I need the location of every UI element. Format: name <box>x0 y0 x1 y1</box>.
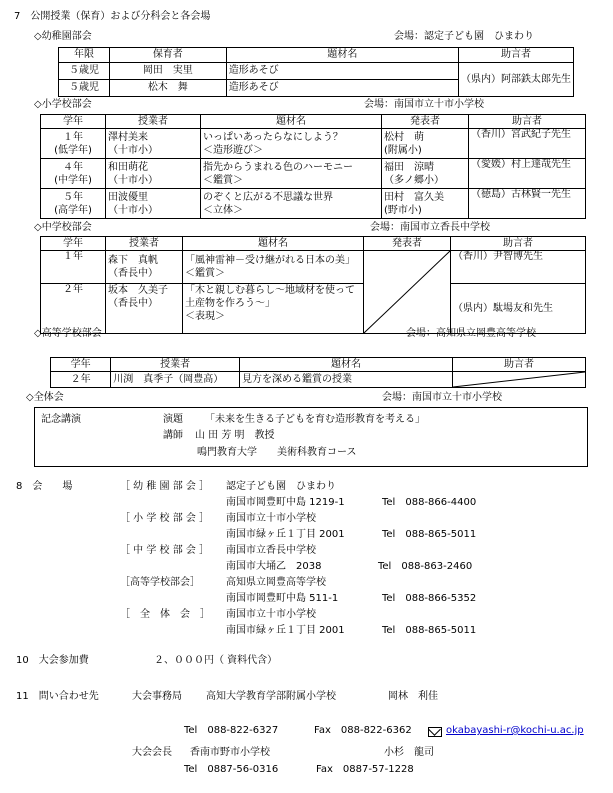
president-tel: Tel 0887-56-0316 <box>184 764 279 775</box>
venue-name: 高知県立岡豊高等学校 <box>226 577 326 588</box>
cell-advisor: （県内）駄場友和先生 <box>451 284 586 334</box>
table-header: 題材名 <box>183 237 364 251</box>
venue-tel: Tel 088-865-5011 <box>382 529 477 540</box>
cell-advisor-empty <box>453 372 586 388</box>
table-header: 授業者 <box>106 237 183 251</box>
cell-presenter-school: (野市小) <box>384 204 422 216</box>
cell-grade: ４年 <box>63 161 83 173</box>
venue-name: 南国市立十市小学校 <box>226 513 316 524</box>
table-row <box>51 372 586 388</box>
venue-label: ［ 全 体 会 ］ <box>120 609 210 620</box>
cell-advisor: （徳島）古林賢一先生 <box>469 189 586 219</box>
cell-topic: 「風神雷神－受け継がれる日本の美」 <box>185 255 355 267</box>
cell-teacher: 松木 舞 <box>109 80 226 97</box>
cell-topic: 「木と親しむ暮らし～地域材を使って <box>185 285 355 297</box>
venue-address: 南国市大埇乙 2038 <box>226 561 322 572</box>
mail-icon <box>428 727 442 737</box>
cell-grade: １年 <box>63 131 83 143</box>
cell-grade-band: (低学年) <box>54 144 92 156</box>
title-label: 演題 <box>163 414 183 425</box>
venue-name: 南国市立十市小学校 <box>226 609 316 620</box>
table-header: 年限 <box>59 48 110 63</box>
plenary-venue: 会場：南国市立十市小学校 <box>382 392 502 403</box>
cell-teacher: 坂本 久美子 <box>108 285 168 297</box>
cell-grade: ５年 <box>63 191 83 203</box>
kinder-table <box>58 47 574 97</box>
cell-advisor: （県内）阿部鉄太郎先生 <box>459 63 574 97</box>
cell-grade: ２年 <box>51 372 111 388</box>
speaker-affiliation: 鳴門教育大学 美術科教育コース <box>197 447 357 458</box>
cell-grade-band: (高学年) <box>54 204 92 216</box>
high-table <box>50 357 586 388</box>
president-name: 小杉 龍司 <box>384 747 434 758</box>
table-row <box>41 251 586 284</box>
office-tel: Tel 088-822-6327 <box>184 725 279 736</box>
cell-school: （十市小） <box>108 204 158 216</box>
high-label: ◇高等学校部会 <box>34 328 102 339</box>
section11-heading: 11 問い合わせ先 <box>16 691 99 702</box>
cell-presenter: 松村 萌 <box>384 131 424 143</box>
venue-name: 南国市立香長中学校 <box>226 545 316 556</box>
table-row <box>41 284 586 334</box>
high-venue: 会場：高知県立岡豊高等学校 <box>406 328 536 339</box>
junior-label: ◇中学校部会 <box>34 222 92 233</box>
cell-year: ５歳児 <box>59 80 110 97</box>
table-header: 授業者 <box>111 358 240 372</box>
cell-topic-type: ＜表現＞ <box>185 311 225 323</box>
lecture-label: 記念講演 <box>41 414 81 425</box>
cell-advisor: （愛媛）村上達哉先生 <box>469 159 586 189</box>
cell-teacher: 川渕 真季子（岡豊高） <box>111 372 240 388</box>
elementary-label: ◇小学校部会 <box>34 99 92 110</box>
section10-heading: 10 大会参加費 <box>16 655 89 666</box>
venue-tel: Tel 088-866-5352 <box>382 593 477 604</box>
cell-topic: いっぱいあったらなにしよう？ <box>203 131 343 143</box>
speaker-label: 講師 <box>163 430 183 441</box>
venue-address: 南国市緑ヶ丘１丁目 2001 <box>226 625 345 636</box>
kinder-venue: 会場：認定子ども園 ひまわり <box>394 31 534 42</box>
cell-topic-line2: 土産物を作ろう～」 <box>185 298 275 310</box>
elementary-table <box>40 114 586 219</box>
cell-topic: 造形あそび <box>226 63 458 80</box>
venue-label: ［ 小 学 校 部 会 ］ <box>120 513 210 524</box>
venue-tel: Tel 088-863-2460 <box>378 561 473 572</box>
cell-teacher: 澤村美来 <box>108 131 148 143</box>
table-header: 助言者 <box>451 237 586 251</box>
president-school: 香南市野市小学校 <box>190 747 270 758</box>
cell-presenter: 福田 涼晴 <box>384 161 434 173</box>
cell-presenter-school: （多ノ郷小） <box>384 174 444 186</box>
cell-topic-type: ＜鑑賞＞ <box>185 268 225 280</box>
cell-teacher: 岡田 実里 <box>109 63 226 80</box>
cell-grade: ２年 <box>41 284 106 334</box>
cell-grade: １年 <box>41 251 106 284</box>
office-name: 高知大学教育学部附属小学校 <box>206 691 336 702</box>
venue-tel: Tel 088-865-5011 <box>382 625 477 636</box>
venue-address: 南国市緑ヶ丘１丁目 2001 <box>226 529 345 540</box>
cell-topic: 造形あそび <box>226 80 458 97</box>
cell-school: （香長中） <box>108 268 158 280</box>
table-header: 発表者 <box>382 115 469 129</box>
section8-heading: 8 会 場 <box>16 481 73 492</box>
table-row <box>59 63 574 80</box>
venue-name: 認定子ども園 ひまわり <box>226 481 336 492</box>
speaker-name: 山 田 芳 明 教授 <box>195 430 275 441</box>
table-header: 題材名 <box>226 48 458 63</box>
cell-topic: 見方を深める鑑賞の授業 <box>239 372 452 388</box>
president-fax: Fax 0887-57-1228 <box>316 764 414 775</box>
cell-teacher: 森下 真帆 <box>108 255 158 267</box>
cell-school: （香長中） <box>108 298 158 310</box>
cell-grade-band: (中学年) <box>54 174 92 186</box>
table-header: 題材名 <box>201 115 382 129</box>
cell-presenter-empty <box>364 251 451 334</box>
cell-topic: 指先からうまれる色のハーモニー <box>203 161 353 173</box>
table-header: 助言者 <box>469 115 586 129</box>
cell-teacher: 田波優里 <box>108 191 148 203</box>
table-header: 発表者 <box>364 237 451 251</box>
cell-year: ５歳児 <box>59 63 110 80</box>
table-row <box>41 189 586 219</box>
table-header: 学年 <box>41 237 106 251</box>
venue-label: ［ 中 学 校 部 会 ］ <box>120 545 210 556</box>
table-row <box>41 129 586 159</box>
diagonal-slash <box>364 251 450 333</box>
venue-label: ［ 幼 稚 園 部 会 ］ <box>120 481 210 492</box>
venue-label: ［高等学校部会］ <box>120 577 200 588</box>
cell-presenter-school: (附属小) <box>384 144 422 156</box>
elementary-venue: 会場：南国市立十市小学校 <box>364 99 484 110</box>
fee: ２、０００円（ 資料代含） <box>154 655 278 666</box>
cell-school: （十市小） <box>108 144 158 156</box>
cell-topic-type: ＜造形遊び＞ <box>203 144 263 156</box>
cell-topic: のぞくと広がる不思議な世界 <box>203 191 333 203</box>
junior-table <box>40 236 586 334</box>
cell-presenter: 田村 富久美 <box>384 191 444 203</box>
table-header: 学年 <box>41 115 106 129</box>
lecture-title: 「未来を生きる子どもを育む造形教育を考える」 <box>205 414 425 425</box>
office-fax: Fax 088-822-6362 <box>314 725 412 736</box>
table-header: 題材名 <box>239 358 452 372</box>
plenary-label: ◇全体会 <box>26 392 64 403</box>
cell-teacher: 和田萌花 <box>108 161 148 173</box>
email-link[interactable]: okabayashi-r@kochi-u.ac.jp <box>446 725 584 736</box>
president-label: 大会会長 <box>132 747 172 758</box>
contact-name: 岡林 利佳 <box>388 691 438 702</box>
cell-school: （十市小） <box>108 174 158 186</box>
table-header: 助言者 <box>453 358 586 372</box>
diagonal-slash <box>453 372 585 387</box>
venue-address: 南国市岡豊町中島 1219-1 <box>226 497 345 508</box>
section7-heading: 7 公開授業（保育）および分科会と各会場 <box>14 11 211 22</box>
table-header: 保育者 <box>109 48 226 63</box>
cell-advisor: （香川）尹智博先生 <box>451 251 586 284</box>
venue-tel: Tel 088-866-4400 <box>382 497 477 508</box>
cell-topic-type: ＜立体＞ <box>203 204 243 216</box>
kinder-label: ◇幼稚園部会 <box>34 31 92 42</box>
table-row <box>41 159 586 189</box>
table-header: 助言者 <box>459 48 574 63</box>
cell-advisor: （香川）宮武紀子先生 <box>469 129 586 159</box>
table-header: 学年 <box>51 358 111 372</box>
cell-topic-type: ＜鑑賞＞ <box>203 174 243 186</box>
plenary-box <box>34 407 588 467</box>
junior-venue: 会場：南国市立香長中学校 <box>370 222 490 233</box>
office-label: 大会事務局 <box>132 691 182 702</box>
table-header: 授業者 <box>106 115 201 129</box>
venue-address: 南国市岡豊町中島 511-1 <box>226 593 339 604</box>
